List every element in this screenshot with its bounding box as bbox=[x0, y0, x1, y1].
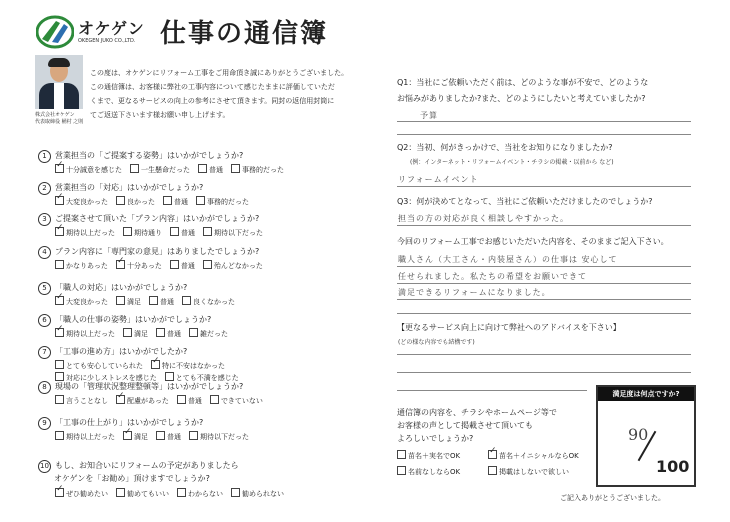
question-text: 「職人の対応」はいかがでしょうか? bbox=[55, 283, 188, 292]
consent-option[interactable] bbox=[488, 466, 569, 477]
question-7 bbox=[38, 346, 187, 359]
answer-option[interactable] bbox=[116, 260, 162, 271]
answer-option[interactable] bbox=[55, 260, 108, 271]
checkbox[interactable] bbox=[130, 164, 139, 173]
answer-options bbox=[55, 296, 243, 307]
checkbox[interactable] bbox=[123, 328, 132, 337]
answer-line bbox=[397, 134, 691, 135]
photo-caption-name: 代表取締役 桶村 之則 bbox=[35, 119, 84, 125]
question-number: 10 bbox=[38, 460, 51, 473]
answer-option[interactable] bbox=[177, 488, 223, 499]
option-label: ぜひ勧めたい bbox=[66, 490, 108, 498]
brand-english: OKEGEN JUKO CO.,LTD. bbox=[78, 38, 136, 44]
answer-option[interactable] bbox=[149, 296, 174, 307]
checkbox[interactable] bbox=[156, 431, 165, 440]
option-label: 期待以上だった bbox=[66, 330, 115, 338]
checkbox[interactable] bbox=[55, 372, 64, 381]
option-label: とても安心していられた bbox=[66, 362, 143, 370]
option-label: 満足 bbox=[134, 433, 148, 441]
option-label: 勧めてもいい bbox=[127, 490, 169, 498]
company-logo-icon bbox=[36, 15, 74, 49]
option-label: とても不満を感じた bbox=[175, 374, 239, 382]
answer-option[interactable] bbox=[55, 488, 108, 499]
answer-option[interactable] bbox=[55, 328, 115, 339]
option-label: 普通 bbox=[174, 198, 188, 206]
answer-option[interactable] bbox=[116, 296, 141, 307]
question-text: 営業担当の「ご提案する姿勢」はいかがでしょうか? bbox=[55, 151, 244, 160]
checkbox[interactable] bbox=[488, 466, 497, 475]
checkbox[interactable] bbox=[177, 395, 186, 404]
checkbox[interactable] bbox=[196, 196, 205, 205]
satisfaction-title: 満足度は何点ですか? bbox=[598, 387, 694, 401]
answer-option[interactable] bbox=[55, 395, 108, 406]
answer-options bbox=[55, 395, 271, 406]
q4-text: 今回のリフォーム工事でお感じいただいた内容を、そのままご記入下さい。 bbox=[397, 237, 669, 246]
answer-option[interactable] bbox=[156, 328, 181, 339]
checkbox[interactable] bbox=[55, 488, 64, 497]
option-label: 普通 bbox=[180, 262, 195, 270]
option-label: 言うことなし bbox=[66, 397, 108, 405]
option-label: 勧められない bbox=[242, 490, 284, 498]
checkbox[interactable] bbox=[488, 450, 497, 459]
question-text: 「工事の仕上がり」はいかがでしょうか? bbox=[55, 418, 204, 427]
answer-line bbox=[397, 372, 691, 373]
option-label: 大変良かった bbox=[66, 198, 108, 206]
question-text: 営業担当の「対応」はいかがでしょうか? bbox=[55, 183, 204, 192]
option-label: 雑だった bbox=[200, 330, 228, 338]
question-9 bbox=[38, 417, 203, 430]
checkbox[interactable] bbox=[231, 488, 240, 497]
checkbox[interactable] bbox=[170, 227, 179, 236]
question-3 bbox=[38, 213, 259, 226]
president-photo bbox=[35, 55, 83, 109]
brand-name: オケゲン bbox=[78, 19, 145, 38]
question-text: 現場の「管理状況整理整頓等」はいかがでしょうか? bbox=[55, 382, 244, 391]
option-label: 期待以下だった bbox=[214, 229, 263, 237]
satisfaction-box bbox=[596, 385, 696, 487]
q2-answer: リフォームイベント bbox=[398, 175, 479, 184]
option-label: 対応に少しストレスを感じた bbox=[66, 374, 157, 382]
answer-options bbox=[55, 488, 292, 499]
checkbox[interactable] bbox=[203, 227, 212, 236]
checkbox[interactable] bbox=[55, 260, 64, 269]
q2-text: Q2：当初、何がきっかけで、当社をお知りになりましたか? bbox=[397, 143, 613, 152]
question-number: 9 bbox=[38, 417, 51, 430]
question-number: 5 bbox=[38, 282, 51, 295]
q6-text-2: お客様の声として掲載させて頂いても bbox=[397, 421, 533, 430]
checkbox[interactable] bbox=[182, 296, 191, 305]
answer-option[interactable] bbox=[177, 395, 202, 406]
answer-line bbox=[397, 121, 691, 122]
option-label: かなりあった bbox=[66, 262, 108, 270]
answer-option[interactable] bbox=[116, 488, 169, 499]
option-label: できていない bbox=[220, 397, 263, 405]
checkbox[interactable] bbox=[55, 227, 64, 236]
checkbox[interactable] bbox=[55, 164, 64, 173]
option-label: 期待以下だった bbox=[200, 433, 249, 441]
checkbox[interactable] bbox=[189, 431, 198, 440]
q5-subtext: (どの様な内容でも結構です) bbox=[398, 339, 475, 346]
question-number: 6 bbox=[38, 314, 51, 327]
answer-line bbox=[397, 354, 691, 355]
option-label: 良くなかった bbox=[193, 298, 235, 306]
checkbox[interactable] bbox=[149, 296, 158, 305]
q4-answer-2: 任せられました。私たちの希望をお願いできて bbox=[398, 272, 587, 281]
answer-option[interactable] bbox=[210, 395, 263, 406]
option-label: 配慮があった bbox=[127, 397, 169, 405]
checkbox[interactable] bbox=[55, 431, 64, 440]
option-label: 期待以上だった bbox=[66, 433, 115, 441]
question-text: 「職人の仕事の姿勢」はいかがでしょうか? bbox=[55, 315, 212, 324]
intro-text: この度は、オケゲンにリフォーム工事をご用命頂き誠にありがとうございました。 この通信簿は、お客様に弊社の工事内容について感じたままに評価していただ くまで、更なるサービスの向上の参考にさせて頂きます。同封の返信用封筒に てご返送下さいます様お願い申し上げます。 bbox=[90, 69, 349, 119]
question-number: 3 bbox=[38, 213, 51, 226]
answer-option[interactable] bbox=[116, 196, 155, 207]
satisfaction-score: 90 bbox=[628, 425, 649, 444]
option-label: 十分誠意を感じた bbox=[66, 166, 122, 174]
answer-option[interactable] bbox=[189, 328, 228, 339]
answer-option[interactable] bbox=[198, 164, 223, 175]
checkbox[interactable] bbox=[177, 488, 186, 497]
answer-option[interactable] bbox=[151, 360, 225, 371]
option-label: 期待以上だった bbox=[66, 229, 115, 237]
answer-option[interactable] bbox=[189, 431, 249, 442]
checkbox[interactable] bbox=[55, 328, 64, 337]
option-label: 普通 bbox=[167, 433, 181, 441]
checkbox[interactable] bbox=[151, 360, 160, 369]
checkbox[interactable] bbox=[210, 395, 219, 404]
option-label: 苗名＋実名でOK bbox=[408, 452, 461, 460]
option-label: 普通 bbox=[187, 397, 202, 405]
option-label: 掲載はしないで欲しい bbox=[499, 468, 569, 476]
answer-option[interactable] bbox=[231, 164, 284, 175]
answer-option[interactable] bbox=[55, 360, 143, 371]
checkbox[interactable] bbox=[203, 260, 212, 269]
q1-text: Q1：当社にご依頼いただく前は、どのような事が不安で、どのような bbox=[397, 78, 649, 87]
option-label: 普通 bbox=[167, 330, 181, 338]
q3-answer: 担当の方の対応が良く相談しやすかった。 bbox=[398, 214, 569, 223]
checkbox[interactable] bbox=[231, 164, 240, 173]
question-text: プラン内容に「専門家の意見」はありましたでしょうか? bbox=[55, 247, 260, 256]
answer-options bbox=[55, 164, 292, 175]
answer-options bbox=[55, 260, 271, 271]
q1-text-2: お悩みがありましたか?また、どのようにしたいと考えていましたか? bbox=[397, 94, 646, 103]
answer-line bbox=[397, 225, 691, 226]
checkbox[interactable] bbox=[170, 260, 179, 269]
question-6 bbox=[38, 314, 211, 327]
question-number: 1 bbox=[38, 150, 51, 163]
option-label: 期待通り bbox=[134, 229, 162, 237]
question-1 bbox=[38, 150, 243, 163]
option-label: 満足 bbox=[134, 330, 148, 338]
answer-option[interactable] bbox=[116, 395, 169, 406]
option-label: 十分あった bbox=[126, 262, 162, 270]
answer-option[interactable] bbox=[170, 260, 195, 271]
answer-line bbox=[397, 266, 691, 267]
checkbox[interactable] bbox=[116, 488, 125, 497]
option-label: 普通 bbox=[209, 166, 223, 174]
question-number: 8 bbox=[38, 381, 51, 394]
question-text-2: オケゲンを「お勧め」頂けますでしょうか? bbox=[54, 474, 210, 483]
footer-thanks: ご記入ありがとうございました。 bbox=[560, 494, 665, 502]
option-label: わからない bbox=[188, 490, 223, 498]
answer-line bbox=[397, 299, 691, 300]
q5-text: 【更なるサービス向上に向けて弊社へのアドバイスを下さい】 bbox=[397, 323, 621, 332]
page-title: 仕事の通信簿 bbox=[160, 19, 329, 49]
answer-line bbox=[397, 186, 691, 187]
checkbox[interactable] bbox=[123, 431, 132, 440]
consent-option[interactable] bbox=[488, 450, 579, 461]
answer-line bbox=[397, 283, 691, 284]
checkbox[interactable] bbox=[156, 328, 165, 337]
q1-answer: 予算 bbox=[420, 111, 438, 120]
checkbox[interactable] bbox=[55, 395, 64, 404]
question-4 bbox=[38, 246, 259, 259]
checkbox[interactable] bbox=[55, 360, 64, 369]
checkbox[interactable] bbox=[116, 395, 125, 404]
q6-text-1: 通信簿の内容を、チラシやホームページ等で bbox=[397, 408, 557, 417]
checkbox[interactable] bbox=[55, 296, 64, 305]
answer-option[interactable] bbox=[163, 196, 188, 207]
photo-caption-company: 株式会社オケゲン bbox=[35, 112, 75, 118]
q2-subtext: (例：インターネット・リフォームイベント・チラシの掲載・以前から など) bbox=[410, 159, 614, 166]
consent-option[interactable] bbox=[397, 466, 460, 477]
question-text: 「工事の進め方」はいかがでしたか? bbox=[55, 347, 188, 356]
answer-options bbox=[55, 227, 271, 238]
option-label: 普通 bbox=[160, 298, 174, 306]
q4-answer-3: 満足できるリフォームになりました。 bbox=[398, 288, 551, 297]
checkbox[interactable] bbox=[397, 466, 406, 475]
option-label: 特に不安はなかった bbox=[162, 362, 225, 370]
q3-text: Q3：何が決めてとなって、当社にご依頼いただけましたのでしょうか? bbox=[397, 197, 653, 206]
checkbox[interactable] bbox=[198, 164, 207, 173]
answer-option[interactable] bbox=[170, 227, 195, 238]
checkbox[interactable] bbox=[123, 227, 132, 236]
answer-line bbox=[397, 313, 691, 314]
answer-options bbox=[55, 328, 236, 339]
answer-option[interactable] bbox=[156, 431, 181, 442]
question-number: 2 bbox=[38, 182, 51, 195]
option-label: 苗名＋イニシャルならOK bbox=[499, 452, 579, 460]
option-label: 殆んどなかった bbox=[213, 262, 263, 270]
answer-option[interactable] bbox=[55, 296, 108, 307]
option-label: 大変良かった bbox=[66, 298, 108, 306]
option-label: 名前なしならOK bbox=[408, 468, 461, 476]
answer-option[interactable] bbox=[196, 196, 249, 207]
answer-options bbox=[55, 431, 257, 442]
option-label: 事務的だった bbox=[242, 166, 284, 174]
checkbox[interactable] bbox=[116, 296, 125, 305]
answer-option[interactable] bbox=[55, 164, 122, 175]
answer-options bbox=[55, 196, 257, 207]
answer-option[interactable] bbox=[55, 227, 115, 238]
option-label: 良かった bbox=[127, 198, 155, 206]
option-label: 事務的だった bbox=[207, 198, 249, 206]
answer-option[interactable] bbox=[123, 328, 148, 339]
answer-option[interactable] bbox=[55, 196, 108, 207]
checkbox[interactable] bbox=[165, 372, 174, 381]
option-label: 普通 bbox=[181, 229, 195, 237]
answer-option[interactable] bbox=[231, 488, 284, 499]
checkbox[interactable] bbox=[116, 196, 125, 205]
question-8 bbox=[38, 381, 243, 394]
consent-option[interactable] bbox=[397, 450, 460, 461]
checkbox[interactable] bbox=[55, 196, 64, 205]
answer-option[interactable] bbox=[55, 431, 115, 442]
checkbox[interactable] bbox=[116, 260, 125, 269]
q6-text-3: よろしいでしょうか? bbox=[397, 434, 474, 443]
satisfaction-denominator: 100 bbox=[656, 457, 690, 476]
answer-option[interactable] bbox=[203, 260, 263, 271]
answer-options bbox=[55, 360, 233, 371]
answer-option[interactable] bbox=[203, 227, 263, 238]
option-label: 満足 bbox=[127, 298, 141, 306]
answer-option[interactable] bbox=[182, 296, 235, 307]
checkbox[interactable] bbox=[397, 450, 406, 459]
answer-line bbox=[397, 390, 587, 391]
checkbox[interactable] bbox=[163, 196, 172, 205]
question-text: ご提案させて頂いた「プラン内容」はいかがでしょうか? bbox=[55, 214, 260, 223]
q4-answer-1: 職人さん（大工さん・内装屋さん）の仕事は 安心して bbox=[398, 255, 618, 264]
question-number: 7 bbox=[38, 346, 51, 359]
answer-option[interactable] bbox=[123, 431, 148, 442]
answer-option[interactable] bbox=[123, 227, 162, 238]
checkbox[interactable] bbox=[189, 328, 198, 337]
question-10 bbox=[38, 460, 239, 473]
answer-option[interactable] bbox=[130, 164, 190, 175]
question-number: 4 bbox=[38, 246, 51, 259]
question-text: もし、お知合いにリフォームの予定がありましたら bbox=[55, 461, 239, 470]
option-label: 一生懸命だった bbox=[141, 166, 190, 174]
